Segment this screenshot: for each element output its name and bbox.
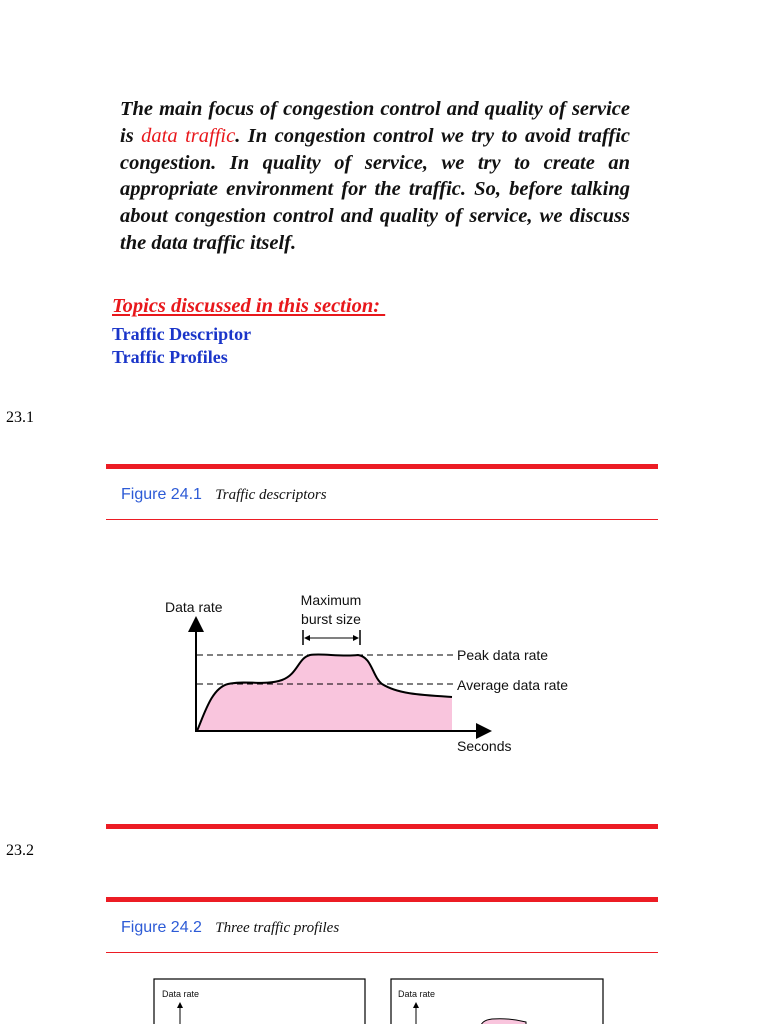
panel-b-axis-label: Data rate bbox=[398, 989, 436, 999]
topic-traffic-descriptor: Traffic Descriptor bbox=[112, 324, 252, 344]
average-rate-label: Average data rate bbox=[457, 677, 569, 693]
intro-highlight: data traffic bbox=[141, 124, 236, 147]
burst-label-line2: burst size bbox=[301, 611, 361, 627]
topic-traffic-profiles: Traffic Profiles bbox=[112, 347, 228, 367]
page-number-1: 23.1 bbox=[6, 409, 34, 426]
profile-panel-b bbox=[391, 979, 603, 1024]
profile-panel-a bbox=[154, 979, 365, 1024]
figure1-label: Figure 24.1 Traffic descriptors bbox=[121, 486, 327, 503]
panel-a-axis-label: Data rate bbox=[162, 989, 200, 999]
figure2-label: Figure 24.2 Three traffic profiles bbox=[121, 919, 340, 936]
y-axis-label: Data rate bbox=[165, 599, 223, 615]
page-number-2: 23.2 bbox=[6, 842, 34, 859]
x-axis-label: Seconds bbox=[457, 738, 512, 754]
figure1-caption: Traffic descriptors bbox=[215, 487, 327, 503]
intro-text-before: The main focus of congestion control and quality of service is bbox=[120, 98, 630, 147]
peak-rate-label: Peak data rate bbox=[457, 647, 549, 663]
intro-text-after: . In congestion control we try to avoid traffic congestion. In quality of service, we try to create an appropriate environment for the traffic. So, before talking about congestion control and quality of service, we discuss the data traffic itself. bbox=[120, 124, 630, 254]
figure2-caption: Three traffic profiles bbox=[215, 920, 340, 936]
burst-label-line1: Maximum bbox=[300, 592, 362, 608]
topics-heading: Topics discussed in this section: bbox=[112, 295, 386, 317]
